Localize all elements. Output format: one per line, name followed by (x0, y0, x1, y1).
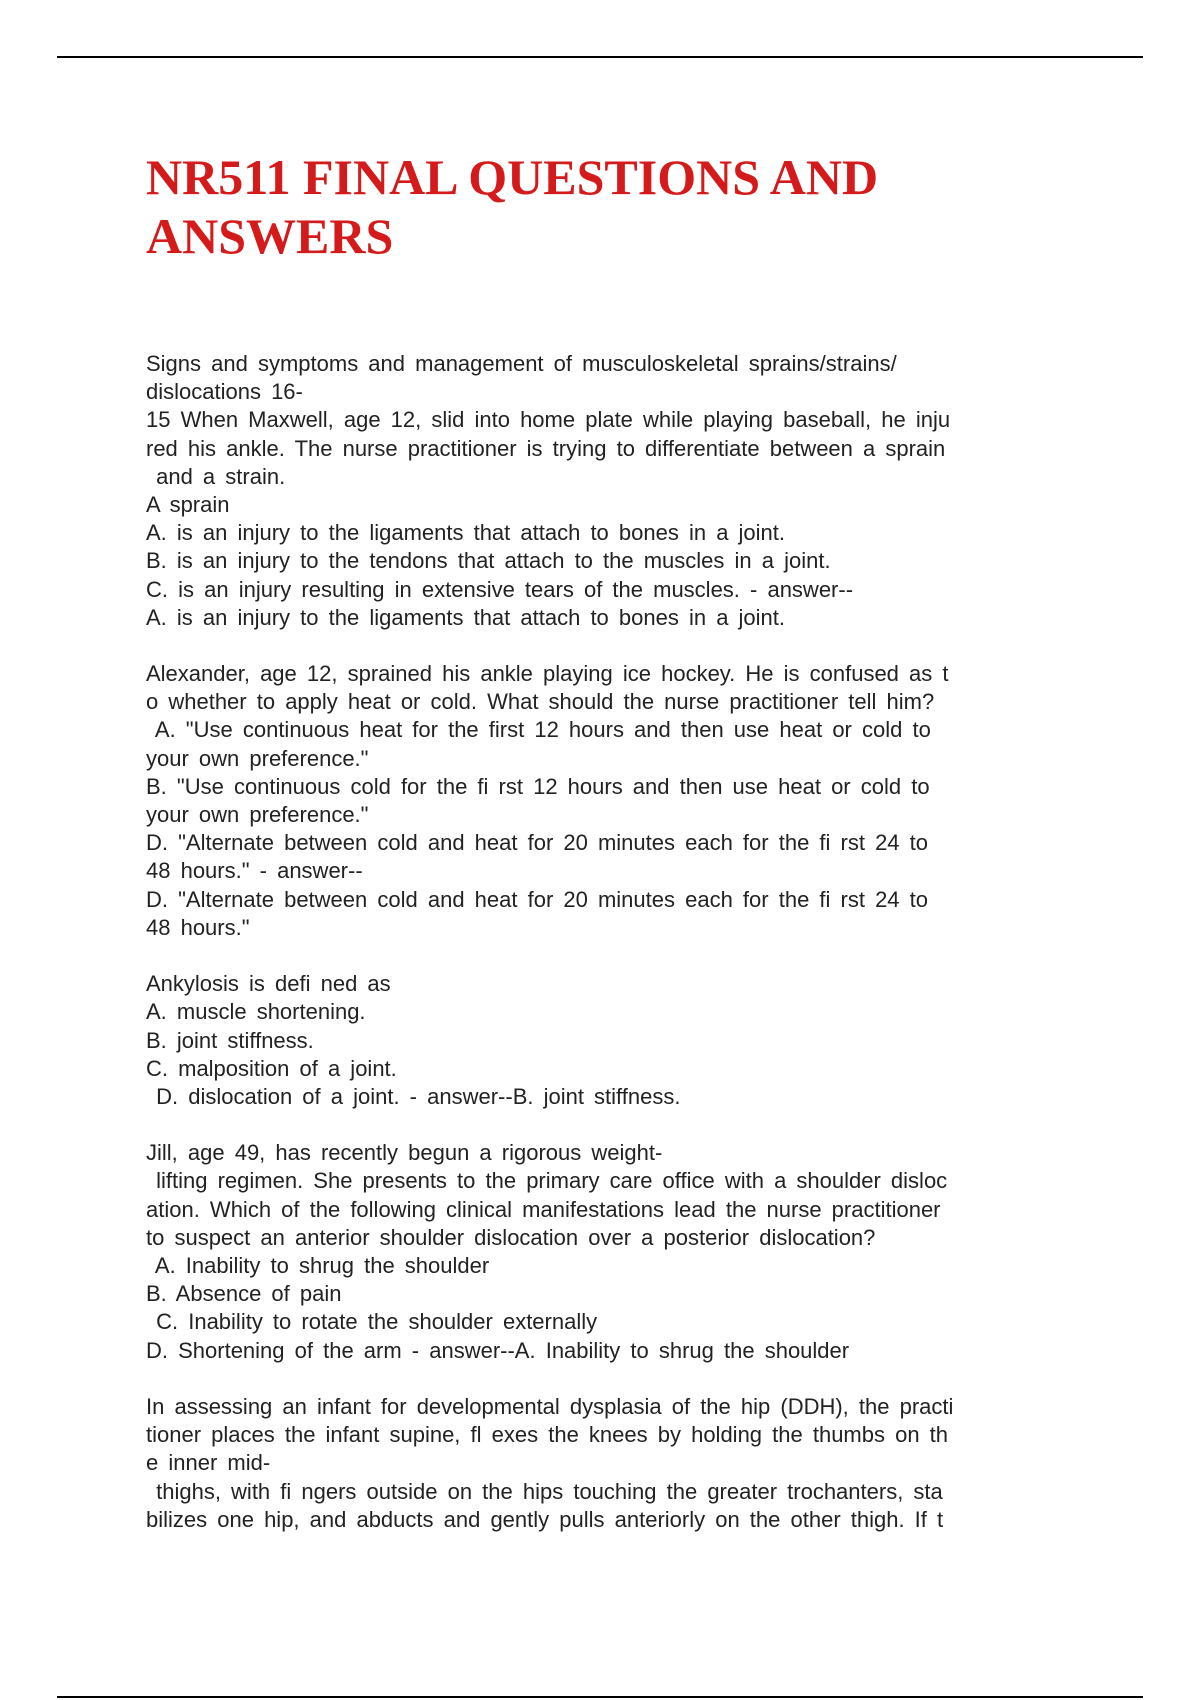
text-line: e inner mid- (146, 1450, 271, 1476)
text-line: o whether to apply heat or cold. What should the nurse practitioner tell him? (146, 689, 935, 715)
text-line: A. Inability to shrug the shoulder (146, 1253, 490, 1278)
text-line: C. Inability to rotate the shoulder externally (146, 1309, 598, 1335)
text-line: 48 hours." - answer-- (146, 858, 363, 884)
text-line: Signs and symptoms and management of musculoskeletal sprains/strains/ (146, 351, 897, 376)
text-line: Alexander, age 12, sprained his ankle playing ice hockey. He is confused as t (146, 661, 949, 687)
question-block (146, 350, 1066, 632)
text-line: tioner places the infant supine, fl exes the knees by holding the thumbs on th (146, 1422, 949, 1448)
text-line: A. is an injury to the ligaments that attach to bones in a joint. (146, 520, 786, 546)
text-line: your own preference." (146, 802, 369, 827)
text-line: and a strain. (146, 463, 286, 489)
text-line: Jill, age 49, has recently begun a rigorous weight- (146, 1140, 663, 1166)
text-line: 48 hours." (146, 914, 250, 940)
text-line: thighs, with fi ngers outside on the hips touching the greater trochanters, sta (146, 1478, 943, 1504)
text-line: C. malposition of a joint. (146, 1055, 397, 1081)
text-line: B. Absence of pain (146, 1281, 342, 1307)
text-line: to suspect an anterior shoulder dislocation over a posterior dislocation? (146, 1224, 876, 1250)
text-line: A. "Use continuous heat for the first 12 hours and then use heat or cold to (146, 717, 931, 743)
text-line: A. muscle shortening. (146, 999, 366, 1025)
text-line: Ankylosis is defi ned as (146, 971, 391, 997)
block-gap (146, 1111, 1066, 1139)
text-line: lifting regimen. She presents to the primary care office with a shoulder disloc (146, 1168, 948, 1194)
text-line: bilizes one hip, and abducts and gently pulls anteriorly on the other thigh. If t (146, 1506, 944, 1532)
text-line: 15 When Maxwell, age 12, slid into home plate while playing baseball, he inju (146, 407, 951, 433)
text-line: ation. Which of the following clinical manifestations lead the nurse practitioner (146, 1196, 941, 1222)
text-line: dislocations 16- (146, 379, 303, 405)
text-line: B. "Use continuous cold for the fi rst 12 hours and then use heat or cold to (146, 773, 930, 799)
question-block (146, 1393, 1066, 1534)
bottom-rule (57, 1696, 1143, 1698)
question-block (146, 1139, 1066, 1365)
text-line: D. "Alternate between cold and heat for 20 minutes each for the fi rst 24 to (146, 886, 929, 912)
document-title (146, 148, 1106, 266)
text-line: C. is an injury resulting in extensive tears of the muscles. - answer-- (146, 576, 854, 602)
title-line-1: NR511 FINAL QUESTIONS AND (146, 149, 879, 205)
text-line: A sprain (146, 491, 230, 517)
document-body (146, 350, 1066, 1534)
text-line: your own preference." (146, 745, 369, 771)
title-line-2: ANSWERS (146, 208, 394, 264)
question-block (146, 660, 1066, 942)
text-line: B. is an injury to the tendons that attach to the muscles in a joint. (146, 548, 831, 574)
text-line: D. Shortening of the arm - answer--A. Inability to shrug the shoulder (146, 1337, 850, 1363)
text-line: B. joint stiffness. (146, 1027, 314, 1053)
text-line: D. dislocation of a joint. - answer--B. joint stiffness. (146, 1083, 681, 1109)
question-block (146, 970, 1066, 1111)
text-line: In assessing an infant for developmental dysplasia of the hip (DDH), the practi (146, 1393, 954, 1419)
top-rule (57, 56, 1143, 58)
text-line: red his ankle. The nurse practitioner is trying to differentiate between a sprain (146, 435, 946, 461)
block-gap (146, 942, 1066, 970)
text-line: D. "Alternate between cold and heat for 20 minutes each for the fi rst 24 to (146, 830, 929, 856)
block-gap (146, 1365, 1066, 1393)
text-line: A. is an injury to the ligaments that attach to bones in a joint. (146, 604, 786, 630)
block-gap (146, 632, 1066, 660)
